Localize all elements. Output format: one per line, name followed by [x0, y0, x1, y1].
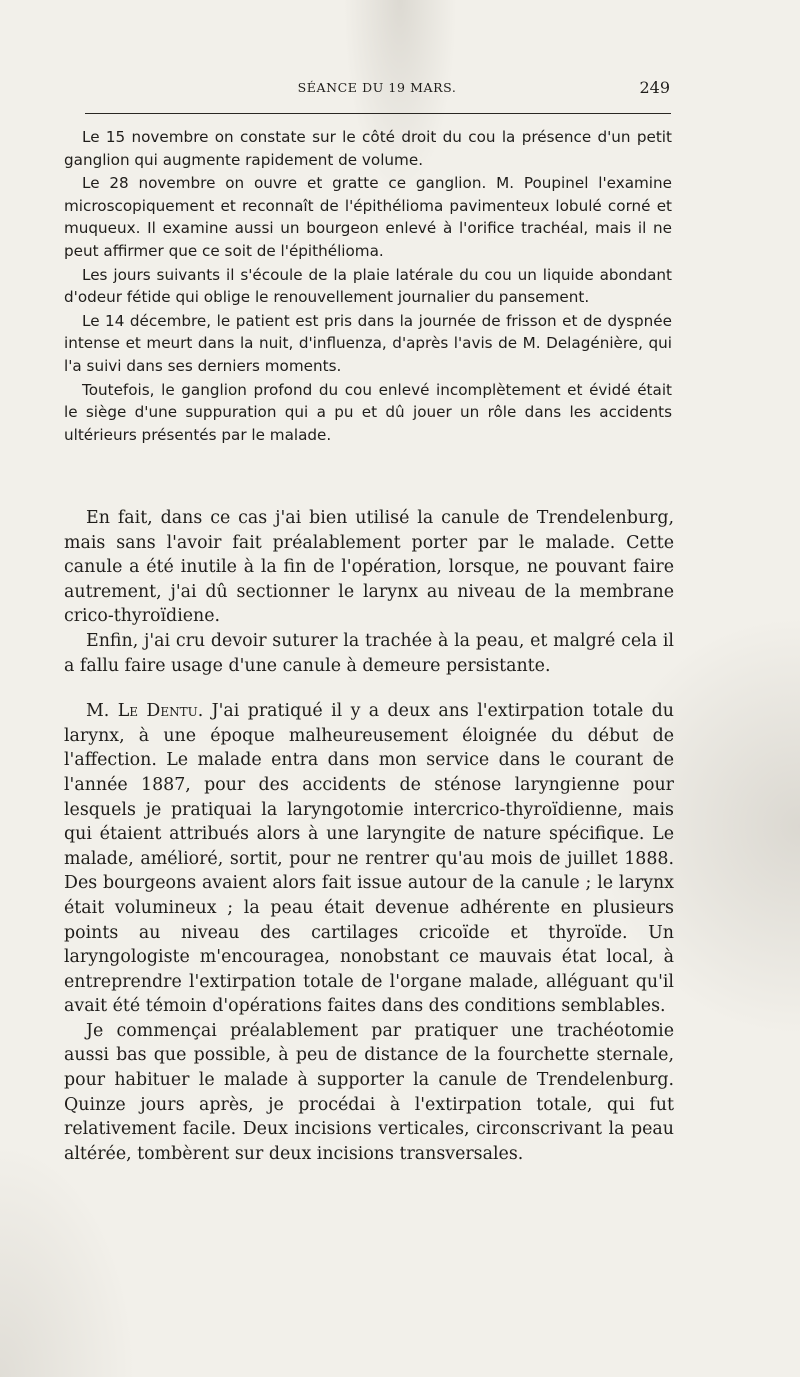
speaker-text: J'ai pratiqué il y a deux ans l'extirpation totale du larynx, à une époque malheureusement éloignée du début de l'affection. Le malade entra dans mon service dans le courant de l'année 1887, pour des accidents de sténose laryngienne pour lesquels je pratiquai la laryngotomie intercrico-thyroïdienne, mais qui étaient attribués alors à une laryngite de nature spécifique. Le malade, amélioré, sortit, pour ne rentrer qu'au mois de juillet 1888. Des bourgeons avaient alors fait issue autour de la canule ; le larynx était volumineux ; la peau était devenue adhérente en plusieurs points au niveau des cartilages cricoïde et thyroïde. Un laryngologiste m'encouragea, nonobstant ce mauvais état local, à entreprendre l'extirpation totale de l'organe malade, alléguant qu'il avait été témoin d'opérations faites dans des conditions semblables. — [64, 701, 674, 1017]
speaker-paragraph — [64, 699, 674, 1019]
note-paragraph: Toutefois, le ganglion profond du cou enlevé incomplètement et évidé était le siège d'une suppuration qui a pu et dû jouer un rôle dans les accidents ultérieurs présentés par le malade. — [64, 380, 672, 444]
speaker-name: M. Le Dentu. — [86, 701, 204, 722]
page-number: 249 — [639, 78, 670, 97]
body-paragraph: En fait, dans ce cas j'ai bien utilisé la canule de Trendelenburg, mais sans l'avoir fait préalablement porter par le malade. Cette canule a été inutile à la fin de l'opération, lorsque, ne pouvant faire autrement, j'ai dû sectionner le larynx au niveau de la membrane crico-thyroïdiene. — [64, 508, 674, 627]
case-note — [64, 126, 672, 447]
main-text — [64, 506, 674, 1166]
note-paragraph: Le 14 décembre, le patient est pris dans la journée de frisson et de dyspnée intense et meurt dans la nuit, d'influenza, d'après l'avis de M. Delagénière, qui l'a suivi dans ses derniers moments. — [64, 311, 672, 375]
body-paragraph: Je commençai préalablement par pratiquer une trachéotomie aussi bas que possible, à peu de distance de la fourchette sternale, pour habituer le malade à supporter la canule de Trendelenburg. Quinze jours après, je procédai à l'extirpation totale, qui fut relativement facile. Deux incisions verticales, circonscrivant la peau altérée, tombèrent sur deux incisions transversales. — [64, 1020, 674, 1164]
note-paragraph: Les jours suivants il s'écoule de la plaie latérale du cou un liquide abondant d'odeur fétide qui oblige le renouvellement journalier du pansement. — [64, 265, 672, 307]
page-header — [82, 78, 672, 100]
header-rule — [85, 113, 671, 114]
body-paragraph: Enfin, j'ai cru devoir suturer la trachée à la peau, et malgré cela il a fallu faire usage d'une canule à demeure persistante. — [64, 630, 674, 676]
note-paragraph: Le 15 novembre on constate sur le côté droit du cou la présence d'un petit ganglion qui augmente rapidement de volume. — [64, 128, 672, 169]
note-paragraph: Le 28 novembre on ouvre et gratte ce ganglion. M. Poupinel l'examine microscopiquement et reconnaît de l'épithélioma pavimenteux lobulé corné et muqueux. Il examine aussi un bourgeon enlevé à l'orifice trachéal, mais il ne peut affirmer que ce soit de l'épithélioma. — [64, 174, 672, 260]
running-title: SÉANCE DU 19 MARS. — [297, 80, 457, 95]
